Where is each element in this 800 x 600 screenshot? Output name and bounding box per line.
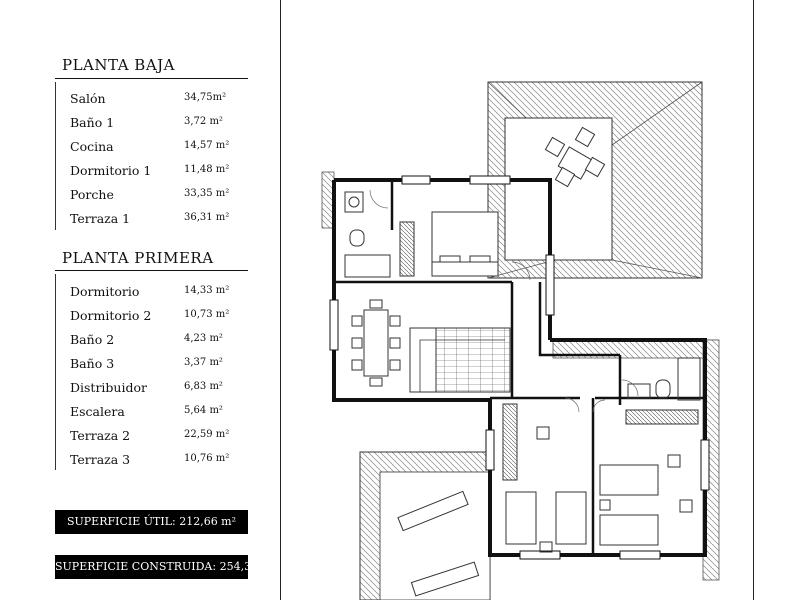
room-row-bano-3: [70, 356, 230, 374]
room-row-dormitorio-2: [70, 308, 230, 326]
room-area: 33,35 m²: [184, 188, 230, 199]
room-area: 10,76 m²: [184, 453, 230, 464]
planta-baja-title: PLANTA BAJA: [62, 56, 175, 74]
room-area: 3,37 m²: [184, 357, 223, 368]
superficie-construida-box: SUPERFICIE CONSTRUIDA: 254,37 m²: [55, 555, 248, 579]
bathroom-2: [628, 358, 700, 400]
room-row-salon: [70, 91, 230, 109]
bedroom-1: [400, 212, 498, 276]
room-area: 5,64 m²: [184, 405, 223, 416]
room-name: Baño 1: [70, 115, 115, 130]
room-area: 36,31 m²: [184, 212, 230, 223]
room-row-bano-2: [70, 332, 230, 350]
room-row-distribuidor: [70, 380, 230, 398]
room-area: 11,48 m²: [184, 164, 230, 175]
room-row-terraza-1: [70, 211, 230, 229]
room-name: Dormitorio: [70, 284, 140, 299]
room-row-bano-1: [70, 115, 230, 133]
room-name: Distribuidor: [70, 380, 147, 395]
room-name: Terraza 3: [70, 452, 131, 467]
room-row-cocina: [70, 139, 230, 157]
room-row-terraza-2: [70, 428, 230, 446]
room-name: Terraza 1: [70, 211, 131, 226]
bedroom-3: [600, 410, 698, 545]
room-name: Dormitorio 1: [70, 163, 152, 178]
room-row-terraza-3: [70, 452, 230, 470]
room-area: 3,72 m²: [184, 116, 223, 127]
room-name: Terraza 2: [70, 428, 131, 443]
room-name: Dormitorio 2: [70, 308, 152, 323]
room-area: 34,75m²: [184, 92, 227, 103]
planta-baja-bar: [55, 82, 56, 230]
room-name: Baño 3: [70, 356, 115, 371]
planta-baja-rule: [55, 78, 248, 79]
staircase: [410, 328, 510, 392]
room-area: 22,59 m²: [184, 429, 230, 440]
room-row-dormitorio: [70, 284, 230, 302]
room-row-porche: [70, 187, 230, 205]
room-area: 6,83 m²: [184, 381, 223, 392]
dining-table: [352, 300, 400, 386]
room-name: Escalera: [70, 404, 125, 419]
frame-line: [753, 0, 754, 600]
room-area: 14,57 m²: [184, 140, 230, 151]
planta-primera-bar: [55, 274, 56, 470]
area-legend: [0, 0, 281, 600]
planta-primera-rule: [55, 270, 248, 271]
floor-plan: [281, 0, 800, 600]
room-name: Porche: [70, 187, 114, 202]
room-row-dormitorio-1: [70, 163, 230, 181]
superficie-util-box: SUPERFICIE ÚTIL: 212,66 m²: [55, 510, 248, 534]
room-row-escalera: [70, 404, 230, 422]
bathroom-1: [345, 192, 390, 277]
room-area: 10,73 m²: [184, 309, 230, 320]
room-name: Cocina: [70, 139, 114, 154]
planta-primera-title: PLANTA PRIMERA: [62, 249, 214, 267]
bedroom-2: [503, 404, 586, 552]
room-name: Salón: [70, 91, 106, 106]
room-area: 14,33 m²: [184, 285, 230, 296]
room-name: Baño 2: [70, 332, 115, 347]
room-area: 4,23 m²: [184, 333, 223, 344]
